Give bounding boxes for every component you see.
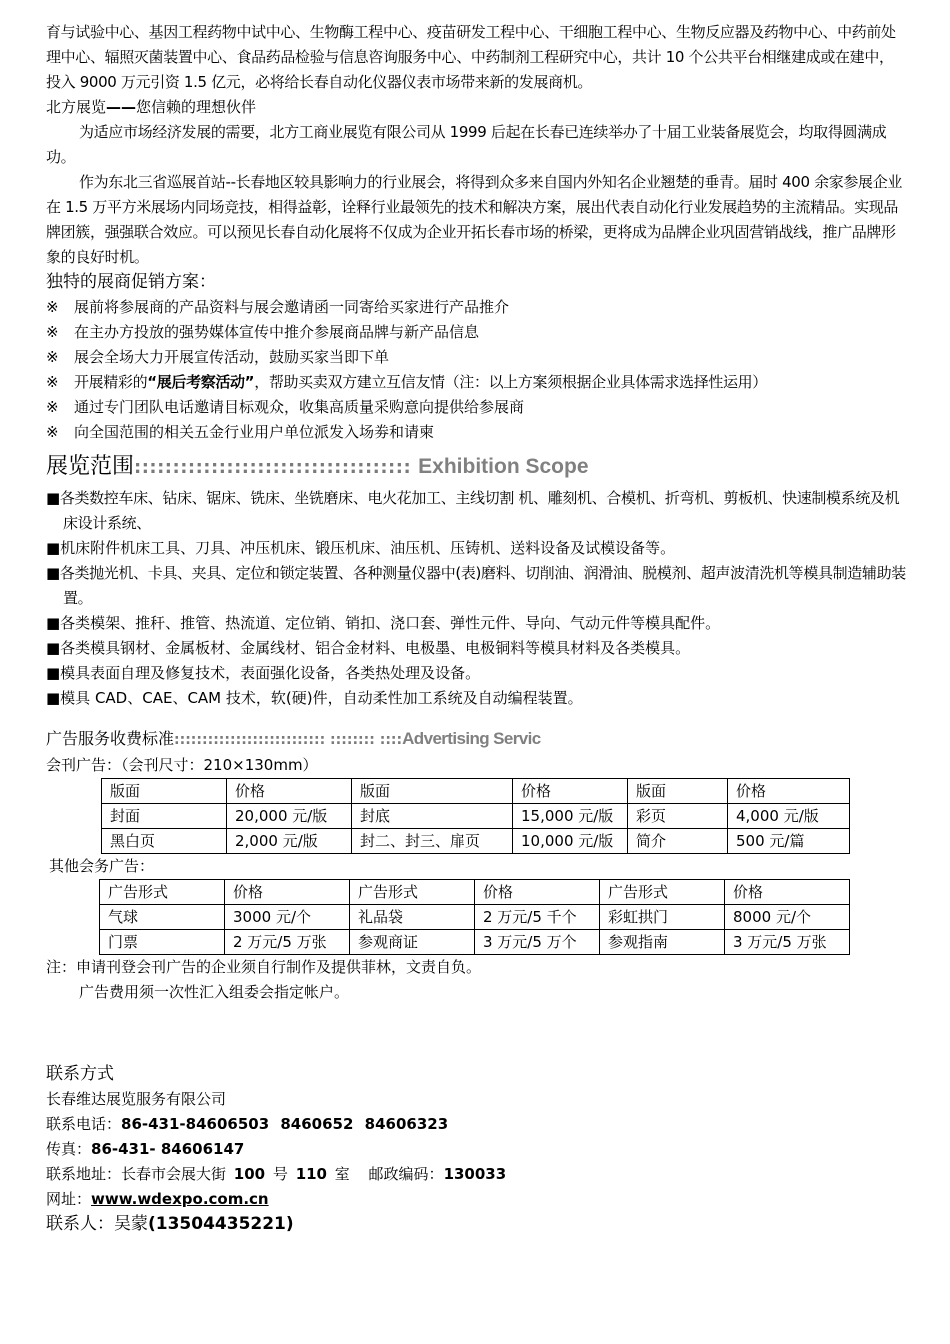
table-row <box>100 930 850 955</box>
table-cell: 版面 <box>102 779 227 804</box>
reference-mark-icon: ※ <box>46 348 59 366</box>
table-cell: 价格 <box>227 779 352 804</box>
table-cell: 广告形式 <box>600 880 725 905</box>
table-cell: 广告形式 <box>350 880 475 905</box>
intro-paragraph-1: 育与试验中心、基因工程药物中试中心、生物酶工程中心、疫苗研发工程中心、干细胞工程中心、生物反应器及药物中心、中药前处理中心、辐照灭菌装置中心、食品药品检验与信息咨询服务中心、中药制剂工程研究中心，共计 10 个公共平台相继建成或在建中，投入 9000 万元引资 1.5 亿元，必将给长春自动化仪器仪表市场带来新的发展商机。 <box>46 23 896 91</box>
intro-paragraph-3: 作为东北三省巡展首站--长春地区较具影响力的行业展会，将得到众多来自国内外知名企业翘楚的垂青。届时 400 余家参展企业在 1.5 万平方米展场内同场竞技，相得益彰，诠释行业最领先的技术和解决方案，展出代表自动化行业发展趋势的主流精品。实现品牌团簇，强强联合效应。可以预见长春自动化展将不仅成为企业开拓长春市场的桥梁，更将成为品牌企业巩固营销战线，推广品牌形象的良好时机。 <box>46 173 902 266</box>
table-cell: 3 万元/5 万个 <box>475 930 600 955</box>
table-cell: 封底 <box>352 804 513 829</box>
plan-item: ※ 向全国范围的相关五金行业用户单位派发入场劵和请柬 <box>46 420 906 445</box>
table-row <box>102 779 850 804</box>
contact-person: 联系人：吴蒙(13504435221) <box>46 1214 294 1234</box>
table-row <box>100 905 850 930</box>
table-cell: 2,000 元/版 <box>227 829 352 854</box>
table-cell: 4,000 元/版 <box>728 804 850 829</box>
table-cell: 彩虹拱门 <box>600 905 725 930</box>
plan-item: ※ 通过专门团队电话邀请目标观众，收集高质量采购意向提供给参展商 <box>46 395 906 420</box>
table-row <box>102 829 850 854</box>
slogan-suffix: 您信赖的理想伙伴 <box>136 98 257 116</box>
table-cell: 价格 <box>728 779 850 804</box>
contact-block <box>46 1062 906 1237</box>
contact-company: 长春维达展览服务有限公司 <box>46 1090 227 1108</box>
plans-list <box>46 295 906 445</box>
table-cell: 参观商证 <box>350 930 475 955</box>
plans-title: 独特的展商促销方案： <box>46 272 216 292</box>
catalog-ad-label: 会刊广告：（会刊尺寸：210×130mm） <box>46 756 318 774</box>
reference-mark-icon: ※ <box>46 423 59 441</box>
slogan-dash: —— <box>106 98 137 116</box>
intro-paragraph-2: 为适应市场经济发展的需要，北方工商业展览有限公司从 1999 后起在长春已连续举办了十届工业装备展览会，均取得圆满成功。 <box>46 123 887 166</box>
table-row <box>100 880 850 905</box>
slogan-line <box>46 95 906 120</box>
scope-list <box>46 486 906 711</box>
other-ad-label: 其他会务广告： <box>49 857 155 875</box>
advertising-note-2: 广告费用须一次性汇入组委会指定帐户。 <box>79 983 350 1001</box>
scope-item: ■各类模架、推秆、推管、热流道、定位销、销扣、浇口套、弹性元件、导向、气动元件等模具配件。 <box>46 614 721 632</box>
contact-fax: 传真：86-431- 84606147 <box>46 1140 245 1158</box>
advertising-heading: 广告服务收费标准::::::::::::::::::::::::::: :::::::: ::::Advertising Servic <box>46 729 541 748</box>
table-cell: 封面 <box>102 804 227 829</box>
table-cell: 2 万元/5 千个 <box>475 905 600 930</box>
reference-mark-icon: ※ <box>46 398 59 416</box>
table-cell: 价格 <box>225 880 350 905</box>
plan-item: ※ 在主办方投放的强势媒体宣传中推介参展商品牌与新产品信息 <box>46 320 906 345</box>
contact-title: 联系方式 <box>46 1064 114 1084</box>
scope-item: ■模具 CAD、CAE、CAM 技术，软(硬)件，自动柔性加工系统及自动编程装置。 <box>46 689 583 707</box>
table-row <box>102 804 850 829</box>
plan-item: ※ 开展精彩的“展后考察活动”，帮助买卖双方建立互信友情（注：以上方案须根据企业具体需求选择性运用） <box>46 370 906 395</box>
table-cell: 封二、封三、扉页 <box>352 829 513 854</box>
contact-website: 网址：www.wdexpo.com.cn <box>46 1190 269 1208</box>
reference-mark-icon: ※ <box>46 373 59 391</box>
table-cell: 参观指南 <box>600 930 725 955</box>
table-cell: 气球 <box>100 905 225 930</box>
table-cell: 8000 元/个 <box>725 905 850 930</box>
table-cell: 简介 <box>628 829 728 854</box>
reference-mark-icon: ※ <box>46 323 59 341</box>
plan-item: ※ 展会全场大力开展宣传活动，鼓励买家当即下单 <box>46 345 906 370</box>
slogan-prefix: 北方展览 <box>46 98 107 116</box>
table-cell: 彩页 <box>628 804 728 829</box>
scope-item: ■各类模具钢材、金属板材、金属线材、铝合金材料、电极墨、电极铜料等模具材料及各类模具。 <box>46 639 691 657</box>
table-cell: 15,000 元/版 <box>513 804 628 829</box>
reference-mark-icon: ※ <box>46 298 59 316</box>
other-ad-price-table <box>99 879 850 955</box>
website-link[interactable]: www.wdexpo.com.cn <box>91 1190 269 1208</box>
table-cell: 价格 <box>725 880 850 905</box>
table-cell: 500 元/篇 <box>728 829 850 854</box>
table-cell: 黑白页 <box>102 829 227 854</box>
scope-heading: 展览范围:::::::::::::::::::::::::::::::::::: Exhibition Scope <box>46 454 589 479</box>
plan-item: ※ 展前将参展商的产品资料与展会邀请函一同寄给买家进行产品推介 <box>46 295 906 320</box>
table-cell: 20,000 元/版 <box>227 804 352 829</box>
contact-phone: 联系电话：86-431-84606503 8460652 84606323 <box>46 1115 449 1133</box>
table-cell: 礼品袋 <box>350 905 475 930</box>
table-cell: 价格 <box>513 779 628 804</box>
catalog-price-table <box>101 778 850 854</box>
table-cell: 门票 <box>100 930 225 955</box>
table-cell: 3000 元/个 <box>225 905 350 930</box>
table-cell: 价格 <box>475 880 600 905</box>
scope-item: ■模具表面自理及修复技术，表面强化设备，各类热处理及设备。 <box>46 664 481 682</box>
scope-item: ■机床附件机床工具、刀具、冲压机床、锻压机床、油压机、压铸机、送料设备及试模设备等。 <box>46 539 676 557</box>
table-cell: 2 万元/5 万张 <box>225 930 350 955</box>
table-cell: 3 万元/5 万张 <box>725 930 850 955</box>
advertising-note-1: 注：申请刊登会刊广告的企业须自行制作及提供菲林，文责自负。 <box>46 958 482 976</box>
table-cell: 版面 <box>628 779 728 804</box>
table-cell: 10,000 元/版 <box>513 829 628 854</box>
scope-item: ■各类数控车床、钻床、锯床、铣床、坐铣磨床、电火花加工、主线切割 机、雕刻机、合模机、折弯机、剪板机、快速制模系统及机床设计系统、 <box>46 489 900 532</box>
scope-item: ■各类抛光机、卡具、夹具、定位和锁定装置、各种测量仪器中(表)磨料、切削油、润滑油、脱模剂、超声波清洗机等模具制造辅助装置。 <box>46 564 906 607</box>
contact-address: 联系地址：长春市会展大街 100 号 110 室 邮政编码：130033 <box>46 1165 507 1183</box>
table-cell: 版面 <box>352 779 513 804</box>
table-cell: 广告形式 <box>100 880 225 905</box>
